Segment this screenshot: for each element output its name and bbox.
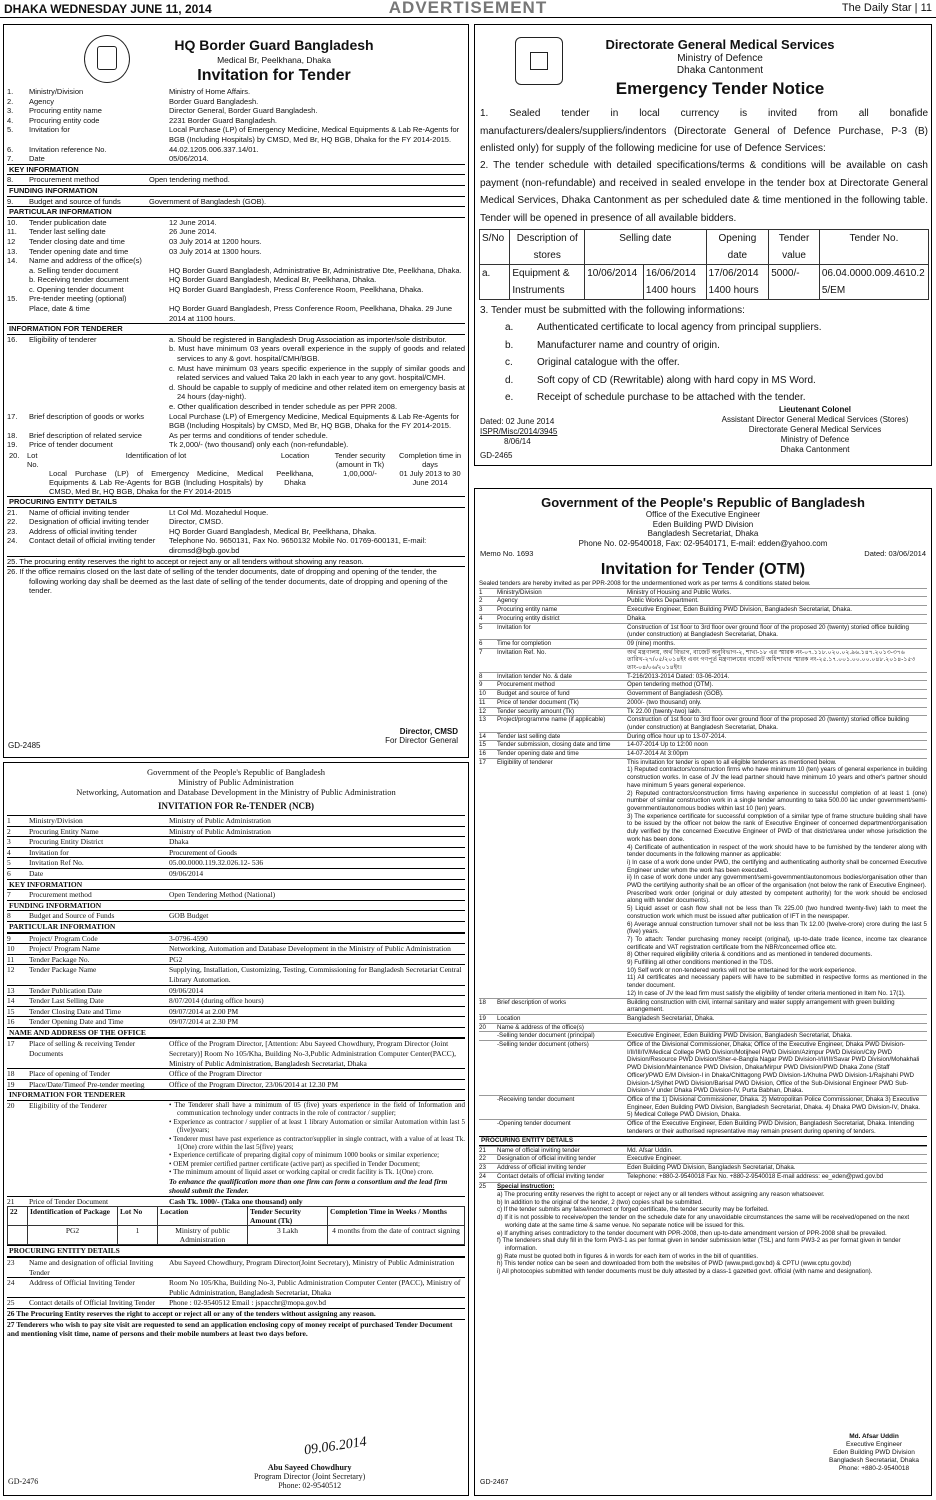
mopa-row: 1 Ministry/Division Ministry of Public Administration	[7, 815, 465, 826]
mopa-h1: Government of the People's Republic of Bangladesh	[146, 767, 326, 777]
mopa-row: 19 Place/Date/Timeof Pre-tender meeting Office of the Program Director, 23/06/2014 at 12.30 PM	[7, 1079, 465, 1090]
bgb-row: 3. Procuring entity name Director General, Border Guard Bangladesh.	[7, 106, 318, 116]
mopa-row: 15 Tender Closing Date and Time 09/07/2014 at 2.00 PM	[7, 1006, 465, 1017]
pwd-eligibility-item: 3) The experience certificate for successful completion of a similar type of frame structure building shall have to be issued by the officer not below the rank of Executive Engineer of concerned department/organisation duly verified by the concerned Executive Engineer of PWD of that district/area under whose jurisdiction the work has been done.	[627, 812, 927, 843]
pwd-row: -Receiving tender document Office of the 1) Divisional Commissioner, Dhaka. 2) Metropolitan Police Commissioner, Dhaka 3) Executive Engineer, Eden Building PWD Division, Bangladesh Secretariat, Dhaka. 4) Dhaka PWD Division-IV, Dhaka. 5) Medical College PWD Division, Dhaka.	[479, 1095, 927, 1119]
dgms-tender-table: S/No Description of stores Selling date Opening date Tender value Tender No. a. Equipment & Instruments 10/06/2014 16/06/2014 1400 hours 17/06/2014 1400 hours 5000/- 06.04.0000.009.4610.2 5/EM	[479, 229, 929, 300]
pwd-row: 3 Procuring entity name Executive Engineer, Eden Building PWD Division, Bangladesh Secretariat, Dhaka.	[479, 605, 927, 614]
bgb-row-8: 8. Procurement method Open tendering method.	[7, 175, 230, 185]
pwd-tender-ad	[474, 488, 932, 1496]
mopa-row: 18 Place of opening of Tender Office of the Program Director	[7, 1068, 465, 1079]
mopa-row: 17 Place of selling & receiving Tender Documents Office of the Program Director, [Attention: Abu Sayeed Chowdhury, Program Director (Joint Secretary)] Room No 105/Kha, Building No-3,Public Administration Computer Center(PACC), Ministry of Public Administration, Bangladesh Secretariat, Dhaka	[7, 1038, 465, 1068]
page-section-title: ADVERTISEMENT	[388, 0, 548, 17]
bgb-row: 2. Agency Border Guard Bangladesh.	[7, 96, 259, 106]
pwd-row: 14 Tender last selling date During office hour up to 13-07-2014.	[479, 732, 927, 741]
bgb-body	[7, 87, 465, 596]
mopa-name-heading: NAME AND ADDRESS OF THE OFFICE	[7, 1027, 465, 1039]
pwd-eligibility-item: 6) Average annual construction turnover shall not be less than Tk 12.00 (twelve-crore) crore during the last 5 (five) years.	[627, 920, 927, 936]
pwd-special-heading: Special instruction:	[497, 1183, 555, 1191]
bgb-row: 23. Address of official inviting tender HQ Border Guard Bangladesh, Medical Br, Peelkhana, Dhaka.	[7, 526, 377, 536]
pwd-memo-no: Memo No. 1693	[480, 549, 534, 558]
bgb-row: a. Selling tender document HQ Border Guard Bangladesh, Administrative Br, Administrative Dte, Peelkhana, Dhaka.	[29, 265, 462, 275]
mopa-row: 14 Tender Last Selling Date 8/07/2014 (during office hours)	[7, 995, 465, 1006]
mopa-row: 3 Procuring Entity District Dhaka	[7, 836, 465, 847]
pwd-row: 18 Brief description of works Building construction with civil, internal sanitary and water supply arrangement with green building arrangement.	[479, 998, 927, 1014]
bgb-title: HQ Border Guard Bangladesh	[174, 37, 374, 53]
bgb-row: 14. Name and address of the office(s)	[7, 256, 142, 266]
pwd-row: 8 Invitation tender No. & date T-216/2013-2014 Dated: 03-06-2014.	[479, 672, 927, 681]
pwd-eligibility-item: This invitation for tender is open to all eligible tenderers as mentioned below.	[627, 758, 837, 766]
bgb-row: 24. Contact detail of official inviting tender Telephone No. 9650131, Fax No. 9650132 Mobile No. 01769-600131, E-mail: dircmsd@bgb.gov.bd	[7, 536, 427, 555]
mopa-eligibility-item: • OEM premier certified partner certificate (active part) as specified in Tender Document;	[169, 1159, 420, 1168]
pwd-eligibility-item: 5) Liquid asset or cash flow shall not be less than Tk 225.00 (two hundred twenty-five) lakh to meet the construction work which must be issued after publication of IFT in the newspaper.	[627, 905, 927, 920]
pwd-body	[475, 580, 931, 1276]
mopa-part-heading: PARTICULAR INFORMATION	[7, 921, 465, 933]
pwd-eligibility-item: 9) Fulfilling all other conditions mentioned in the TDS.	[627, 959, 774, 967]
mopa-key-heading: KEY INFORMATION	[7, 879, 465, 891]
mopa-proc-heading: PROCURING ENTITY DETAILS	[7, 1245, 465, 1257]
pwd-special-item: e) If anything arises contradictory to the tender document with PPR-2008, then up-to-date amendment version of PPR-2008 shall be prevailed.	[497, 1229, 887, 1237]
bgb-row: 12 Tender closing date and time 03 July 2014 at 1200 hours.	[7, 236, 262, 246]
pwd-row: 7 Invitation Ref. No. অর্থ মন্ত্রণালয়, অর্থ বিভাগ, বাজেট অনুবিভাগ-২, শাখা-১৮ এর স্মারক নং-০৭.১১৮.০২০.০২.৯৬.১৪৭.২০১৩-৩৭৬ তারিখ-২৭/০৫/২০১৪ইং এবং গণপূর্ত মন্ত্রণালয়ের বাজেট অধিশাখার স্মারক নং-২৫.১৭.০০১.০০.০০.০৪৮.২০১৪-১৫৩ তাং-০৪/০৬/২০১৪ইং।	[479, 648, 927, 672]
bgb-key-info-heading: KEY INFORMATION	[7, 164, 465, 176]
pwd-signature	[829, 1433, 919, 1473]
pwd-signature-line: Executive Engineer	[846, 1441, 903, 1448]
mopa-signature-date: 09.06.2014	[303, 1434, 368, 1459]
pwd-eligibility-item: 7) To attach: Tender purchasing money receipt (original), up-to-date trade licence, income tax clearance certificate and VAT registration certificate from the NBR/concerned office etc.	[627, 935, 927, 951]
bgb-row: 15. Pre-tender meeting (optional)	[7, 294, 127, 304]
bgb-row: 22. Designation of official inviting tender Director, CMSD.	[7, 517, 224, 527]
bgb-row: b. Receiving tender document HQ Border Guard Bangladesh, Medical Br, Peelkhana, Dhaka.	[29, 275, 377, 285]
mopa-row: 9 Project/ Program Code 3-0796-4590	[7, 933, 465, 944]
bgb-row: 4. Procuring entity code 2231 Border Guard Bangladesh.	[7, 115, 277, 125]
bgb-row: 19. Price of tender document Tk 2,000/- (two thousand) only each (non-refundable).	[7, 440, 349, 450]
dgms-sub1: Ministry of Defence	[677, 53, 763, 64]
bgb-row: 18. Brief description of related service As per terms and conditions of tender schedule.	[7, 430, 328, 440]
pwd-signature-line: Eden Building PWD Division	[833, 1449, 915, 1456]
page-masthead: The Daily Star | 11	[841, 2, 932, 14]
mopa-clause-26: 26 The Procuring Entity reserves the right to accept or reject all or any of the tenders without assigning any reason.	[7, 1308, 465, 1319]
mopa-row: 4 Invitation for Procurement of Goods	[7, 847, 465, 858]
bgb-row: 7. Date 05/06/2014.	[7, 154, 209, 164]
pwd-row: 16 Tender opening date and time 14-07-2014 At 3:00pm	[479, 749, 927, 758]
pwd-row: -Opening tender document Office of the Executive Engineer, Eden Building PWD Division, Bangladesh Secretariat, Dhaka. Intending tenderers or their authorised representative may remain present during opening of tenders.	[479, 1119, 927, 1135]
dgms-sub2: Dhaka Cantonment	[676, 65, 764, 76]
dgms-para-2: 2. The tender schedule with detailed specifications/terms & conditions will be available on cash payment (non-refundable) and received in sealed envelope in the tender box at Directorate General Medical Services, Dhaka Cantonment as per scheduled date & time mentioned in the following table. Tender will be opened in presence of all available bidders.	[480, 160, 928, 224]
mopa-row-8: 8 Budget and Source of Funds GOB Budget	[7, 911, 209, 921]
mopa-row: 5 Invitation Ref No. 05.00.0000.119.32.026.12- 536	[7, 857, 465, 868]
dgms-para-1: 1. Sealed tender in local currency is invited from all bonafide manufacturers/dealers/suppliers/indentors (Directorate General of Defence Purchase, P-3 (B) enlisted only) for supply of the following medicine for use of Defence Services:	[480, 108, 928, 154]
pwd-row: 12 Tender security amount (Tk) Tk 22.00 (twenty-two) lakh.	[479, 707, 927, 716]
dgms-requirement: c. Original catalogue with the offer.	[505, 357, 680, 368]
pwd-gd-number: GD-2467	[480, 1479, 509, 1486]
pwd-sub1: Office of the Executive Engineer	[645, 510, 761, 519]
pwd-row: 2 Agency Public Works Department.	[479, 596, 927, 605]
mopa-signature: Abu Sayeed Chowdhury Program Director (Joint Secretary) Phone: 02-9540512	[254, 1463, 366, 1490]
dgms-signature-line: Ministry of Defence	[780, 435, 850, 444]
mopa-h2: Ministry of Public Administration	[178, 777, 294, 787]
dgms-requirement: b. Manufacturer name and country of origin.	[505, 339, 720, 351]
pwd-row: 10 Budget and source of fund Government of Bangladesh (GOB).	[479, 689, 927, 698]
dgms-signature-line: Lieutenant Colonel	[779, 405, 851, 414]
mopa-eligibility-item: • Experience as contractor / supplier of at least 1 library Automation or similar Automation within last 5 (five)years;	[169, 1117, 465, 1135]
pwd-row: 22 Designation of official inviting tender Executive Engineer.	[479, 1154, 927, 1163]
pwd-row: 19 Location Bangladesh Secretariat, Dhaka.	[479, 1014, 927, 1023]
mopa-row: 25 Contact details of Official Inviting Tender Phone : 02-9540512 Email : jspacchr@mopa.gov.bd	[7, 1297, 465, 1308]
mopa-row: 12 Tender Package Name Supplying, Installation, Customizing, Testing, Commissioning for Bangladesh Secretariat Central Library Automation.	[7, 964, 465, 984]
bgb-eligibility-item: b. Must have minimum 03 years overall experience in the supply of goods and related services to any & govt. hospital/CMH/BGB.	[169, 344, 465, 364]
mopa-heading: INVITATION FOR Re-TENDER (NCB)	[158, 801, 314, 811]
bgb-row: 5. Invitation for Local Purchase (LP) of Emergency Medicine, Medical Equipments & Lab Re-Agents for BGB (Including Hospitals) by CMSD, Med Br, HQ BGB, Dhaka for the FY 2014-2015.	[7, 125, 460, 144]
pwd-row: 20 Name & address of the office(s)	[479, 1023, 927, 1032]
pwd-row: 21 Name of official inviting tender Md. Afsar Uddin.	[479, 1146, 927, 1155]
bgb-row: 11. Tender last selling date 26 June 2014.	[7, 227, 217, 237]
bgb-subtitle: Medical Br, Peelkhana, Dhaka	[217, 55, 331, 65]
pwd-row: 11 Price of tender document (Tk) 2000/- (two thousand) only.	[479, 698, 927, 707]
dgms-signature-line: Assistant Director General Medical Services (Stores)	[721, 415, 909, 424]
pwd-row: 9 Procurement method Open tendering method (OTM).	[479, 680, 927, 689]
dgms-heading: Emergency Tender Notice	[615, 79, 825, 98]
bgb-particular-heading: PARTICULAR INFORMATION	[7, 206, 465, 218]
bgb-row: c. Opening tender document HQ Border Guard Bangladesh, Press Conference Room, Peelkhana, Dhaka.	[29, 284, 424, 294]
bgb-row: 21. Name of official inviting tender Lt Col Md. Mozahedul Hoque.	[7, 507, 269, 517]
pwd-eligibility-item: 12) In case of JV the lead firm must satisfy the eligibility of tender criteria mentioned in Item No. 17(1).	[627, 989, 906, 997]
mopa-gd-number: GD-2476	[8, 1477, 39, 1486]
mopa-row: 6 Date 09/06/2014	[7, 868, 465, 879]
mopa-row: 2 Procuring Entity Name Ministry of Public Administration	[7, 826, 465, 837]
mopa-row: 16 Tender Opening Date and Time 09/07/2014 at 2.30 PM	[7, 1016, 465, 1027]
bgb-heading: Invitation for Tender	[197, 67, 351, 84]
pwd-special-item: d) If it is not possible to receive/open the tender on the schedule date for any unavoidable circumstances the same will be received/opened on the next working date at the same time & same venue. No separate notice will be issued for this.	[497, 1214, 910, 1229]
pwd-sub3: Bangladesh Secretariat, Dhaka	[647, 529, 759, 538]
mopa-eligibility-item: • The Tenderer shall have a minimum of 05 (five) years experience in the field of Information and communication technology under contracts in the role of contractor / supplier;	[169, 1101, 465, 1118]
pwd-special-item: f) The tenderers shall duly fill in the form PW3-1 as per format given in tender submission letter (TSL) and form PW3-2 as per format given in tender information.	[497, 1237, 901, 1252]
dgms-requirement: a. Authenticated certificate to local agency from principal suppliers.	[505, 322, 822, 333]
dgms-title: Directorate General Medical Services	[605, 37, 835, 52]
pwd-eligibility-item: 10) Self work or non-tendered works will not be entertained for the work experience.	[627, 966, 857, 974]
pwd-row-17: 17 Eligibility of tenderer This invitation for tender is open to all eligible tenderers as mentioned below. 1) Reputed contractors/construction firms who have minimum 10 (ten) years of general experience in building construction works. In case of JV the lead partner should have minimum 10 years and other's partner should have minimum 5 years general experience. 2) Reputed contractors/construction firms having experience in successful completion of at least 1 (one) number of similar construction work in a single tender amounting to taka 500.00 lac under government/semi-government/autonomous bodies within last 10 (ten) years. 3) The experience certificate for successful completion of a similar type of frame structure building shall have to be issued by the officer not below the rank of Executive Engineer of concerned department/organisation duly verified by the concerned Executive Engineer of PWD of that district/area under whose jurisdiction the work has been done. 4) Certificate of authentication in respect of the work should have to be furnished by the tenderer along with tender documents in the following manner as applicable: i) In case of a work done under PWD, the certifying and authenticating authority shall be concerned Executive Engineer under whom the work has been executed. ii) In case of work done under any government/semi-government/autonomous bodies/organisation other than PWD the certifying authority shall be an officer of the organisation (not below the rank of Executive Engineer). Prescribed work order (original or duly attested by competent authority) for the work should be enclosed along with tender documents). 5) Liquid asset or cash flow shall not be less than Tk 225.00 (two hundred twenty-five) lakh to meet the construction work which must be issued after publication of IFT in the newspaper. 6) Average annual construction turnover shall not be less than Tk 12.00 (twelve-crore) crore during the last 5 (five) years. 7) To attach: Tender purchasing money receipt (original), up-to-date trade licence, income tax clearance certificate and VAT registration certificate from the NBR/concerned office etc. 8) Other required eligibility criteria & conditions and as mentioned in tendered documents. 9) Fulfilling all other conditions mentioned in the TDS. 10) Self work or non-tendered works will not be entertained for the work experience. 11) All certificates and necessary papers will have to be submitted in respective forms as mentioned in the tender document. 12) In case of JV the lead firm must satisfy the eligibility of tender criteria mentioned in Item No. 17(1).	[479, 758, 927, 997]
pwd-eligibility-item: 8) Other required eligibility criteria & conditions and as mentioned in tendered documents.	[627, 951, 873, 959]
pwd-row: -Selling tender document (others) Office of the Divisional Commissioner, Dhaka; Office of the Executive Engineer, Dhaka PWD Division-I/II/III/IV/Medical College PWD Division/Motijheel PWD Division/Azimpur PWD Division/City PWD Division/Resource PWD Division/Sher-e-Bangla Nagar PWD Division-I/II/III/Savar PWD Division/Mohakhali PWD Division/Maintenance PWD Division, Dhaka/Mirpur PWD Division/PWD Dhaka Zone (Staff Officer)/PWD E/M Division-I in Dhaka/Chittagong PWD Division-1/Khulna PWD Division-1/Rajshahi PWD Division-1/Sylhet PWD Division/Barisal PWD Division, Office of the Sub-Divisional Engineer PWD Sub-Division-V under Dhaka PWD Division-IV, Purta Babhan, Dhaka.	[479, 1040, 927, 1095]
bgb-signature: Director, CMSD For Director General	[385, 727, 458, 745]
pwd-row-25: 25 Special instruction: a) The procuring entity reserves the right to accept or reject any or all tenders without assigning any reason whatsoever. b) In addition to the original of the tender, 2 (two) copies shall be submitted. c) If the tender submits any false/incorrect or forged certificate, the tender security may be forfeited. d) If it is not possible to receive/open the tender on the schedule date for any unavoidable circumstances the same will be received/opened on the next working date at the same time & same venue. No separate notice will be issued for this. e) If anything arises contradictory to the tender document with PPR-2008, then up-to-date amendment version of PPR-2008 shall be prevailed. f) The tenderers shall duly fill in the form PW3-1 as per format given in tender submission letter (TSL) and form PW3-2 as per format given in tender information. g) Rate must be quoted both in figures & in words for each item of works in the bill of quantities. h) This tender notice can be seen and downloaded from both the websites of PWD (www.pwd.gov.bd) & CPTU (www.cptu.gov.bd) i) All photocopies submitted with tender documents must be duly attested by a class-1 gazetted govt. official (with name and designation).	[479, 1182, 927, 1275]
pwd-row: 13 Project/programme name (if applicable) Construction of 1st floor to 3rd floor over ground floor of the proposed 20 (twenty) storied office building (under construction) at Bangladesh Secretariat, Dhaka.	[479, 715, 927, 731]
bgb-funding-heading: FUNDING INFORMATION	[7, 185, 465, 197]
bgb-row: 6. Invitation reference No. 44.02.1205.006.337.14/01.	[7, 144, 259, 154]
pwd-row: 15 Tender submission, closing date and time 14-07-2014 Up to 12:00 noon	[479, 740, 927, 749]
mopa-h3: Networking, Automation and Database Development in the Ministry of Public Administration	[76, 787, 396, 797]
pwd-special-item: g) Rate must be quoted both in figures & in words for each item of works in the bill of quantities.	[497, 1252, 759, 1260]
dgms-requirements-list	[505, 319, 822, 407]
pwd-row: 6 Time for completion 09 (nine) months.	[479, 639, 927, 648]
pwd-special-item: h) This tender notice can be seen and downloaded from both the websites of PWD (www.pwd.gov.bd) & CPTU (www.cptu.gov.bd)	[497, 1260, 852, 1268]
mopa-clause-27: 27 Tenderers who wish to pay site visit are requested to send an application enclosing copy of money receipt of purchased Tender Document and mentioning visit time, name of persons and their mobile numbers at least two days before.	[7, 1319, 465, 1339]
mopa-row: 23 Name and designation of official Inviting Tender Abu Sayeed Chowdhury, Program Director(Joint Secretary), Ministry of Public Administration	[7, 1257, 465, 1277]
bgb-eligibility-item: c. Must have minimum 03 years specific experience in the supply of similar goods and related services and valued Taka 20 lakh in each year to any govt. hospital/CMH.	[169, 363, 465, 383]
mopa-eligibility-item: • Tenderer must have past experience as contractor/supplier in single contract, with a value of at least Tk. 1(One) crore within the last 5(five) years;	[169, 1134, 465, 1152]
mopa-consortium: To enhance the qualification more than one firm can form a consortium and the lead firm should submit the Tender.	[169, 1176, 448, 1196]
bgb-tender-ad	[3, 24, 469, 758]
mopa-row: 13 Tender Publication Date 09/06/2014	[7, 985, 465, 996]
bgb-clause-26: 26. If the office remains closed on the last date of selling of the tender documents, date of dropping and opening of the tender, the following working day shall be deemed as the last date of selling of the tender documents, date of dropping and opening of the tender.	[7, 566, 465, 596]
pwd-sub4: Phone No. 02-9540018, Fax: 02-9540171, E-mail: edden@yahoo.com	[578, 538, 828, 548]
pwd-eligibility-item: 2) Reputed contractors/construction firms having experience in successful completion of at least 1 (one) number of similar construction work in a single tender amounting to taka 500.00 lac under government/semi-government/autonomous bodies within last 10 (ten) years.	[627, 789, 927, 812]
pwd-special-item: a) The procuring entity reserves the right to accept or reject any or all tenders without assigning any reason whatsoever.	[497, 1191, 825, 1199]
mopa-fund-heading: FUNDING INFORMATION	[7, 900, 465, 912]
dgms-signature-line: Dhaka Cantonment	[780, 445, 850, 454]
pwd-special-item: i) All photocopies submitted with tender documents must be duly attested by a class-1 gazetted govt. official (with name and designation).	[497, 1268, 873, 1276]
pwd-row: 23 Address of official inviting tender Eden Building PWD Division, Bangladesh Secretariat, Dhaka.	[479, 1163, 927, 1172]
pwd-title: Government of the People's Republic of Bangladesh	[541, 495, 865, 510]
pwd-eligibility-item: 11) All certificates and necessary papers will have to be submitted in respective forms as mentioned in the tender document.	[627, 974, 927, 990]
pwd-special-item: b) In addition to the original of the tender, 2 (two) copies shall be submitted.	[497, 1198, 704, 1206]
bgb-gd-number: GD-2485	[8, 741, 41, 750]
page-header	[0, 0, 936, 18]
dgms-signature	[705, 405, 925, 455]
bgb-row: 13. Tender opening date and time 03 July 2014 at 1300 hours.	[7, 246, 262, 256]
bgb-eligibility-item: e. Other qualification described in tender schedule as per PPR 2008.	[169, 402, 398, 411]
dgms-tender-ad	[474, 24, 932, 466]
pwd-eligibility-item: Prescribed work order (original or duly attested by competent authority) for the work should be enclosed along with tender documents).	[627, 889, 927, 905]
pwd-eligibility-item: i) In case of a work done under PWD, the certifying and authenticating authority shall be concerned Executive Engineer under whom the work has been executed.	[627, 858, 927, 874]
pwd-row: -Selling tender document (principal) Executive Engineer, Eden Building PWD Division, Bangladesh Secretariat, Dhaka.	[479, 1031, 927, 1040]
pwd-signature-line: Phone: +880-2-9540018	[838, 1465, 910, 1472]
page-dateline: DHAKA WEDNESDAY JUNE 11, 2014	[4, 2, 212, 16]
pwd-row: 5 Invitation for Construction of 1st floor to 3rd floor over ground floor of the proposed 20 (twenty) storied office building (under construction) at Bangladesh Secretariat, Dhaka.	[479, 623, 927, 639]
bgb-row-16: 16. Eligibility of tenderer a. Should be registered in Bangladesh Drug Association as importer/sole distributor. b. Must have minimum 03 years overall experience in the supply of goods and related services to any & govt. hospital/CMH/BGB. c. Must have minimum 03 years specific experience in the supply of similar goods and related services and valued Taka 20 lakh in each year to any govt. hospital/CMH. d. Should be capable to supply of medicine and other related item on emergency basis at 24 hours (day-night). e. Other qualification described in tender schedule as per PPR 2008.	[7, 334, 465, 411]
pwd-intro: Sealed tenders are hereby invited as per PPR-2008 for the undermentioned work as per terms & conditions stated below.	[479, 580, 811, 587]
pwd-memo-row	[480, 549, 926, 559]
bgb-info-heading: INFORMATION FOR TENDERER	[7, 323, 465, 335]
pwd-row: 24 Contact details of official inviting tender Telephone: +880-2-9540018 Fax No. +880-2-9540018 E-mail address: ee_eden@pwd.gov.bd	[479, 1172, 927, 1181]
bgb-row: 17. Brief description of goods or works Local Purchase (LP) of Emergency Medicine, Medical Equipments & Lab Re-Agents for BGB (Including Hospitals) by CMSD, Med Br, HQ BGB, Dhaka for the FY 2014-2015.	[7, 411, 460, 431]
bgb-eligibility-item: a. Should be registered in Bangladesh Drug Association as importer/sole distributor.	[169, 334, 447, 344]
pwd-eligibility-item: 1) Reputed contractors/construction firms who have minimum 10 (ten) years of general experience in building construction works. In case of JV the lead partner should have minimum 10 years and other's partner should have minimum 5 years general experience.	[627, 766, 927, 789]
mopa-package-table: 22 Identification of Package Lot No Location Tender Security Amount (Tk) Completion Time in Weeks / Months PG2 1 Ministry of public Administration 3 Lakh 4 months from the date of contract signing	[7, 1206, 465, 1245]
dgms-para-3: 3. Tender must be submitted with the following informations:	[480, 305, 745, 316]
bgb-row: 10. Tender publication date 12 June 2014.	[7, 217, 217, 227]
pwd-sub2: Eden Building PWD Division	[652, 519, 754, 529]
mopa-row-21: 21 Price of Tender Document Cash Tk. 1000/- (Taka one thousand) only	[7, 1196, 465, 1207]
bgb-lot-table: 20. Lot No. Identification of lot Location Tender security (amount in Tk) Completion time in days Local Purchase (LP) of Emergency Medicine, Medical Equipments & Lab Re-Agents for BGB (Including Hospitals) by CMSD, Med Br, HQ BGB, Dhaka for the FY 2014-2015 Peelkhana, Dhaka 1,00,000/- 01 July 2013 to 30 June 2014	[9, 450, 462, 496]
bgb-proc-heading: PROCURING ENTITY DETAILS	[7, 496, 465, 508]
pwd-special-item: c) If the tender submits any false/incorrect or forged certificate, the tender security may be forfeited.	[497, 1206, 769, 1214]
dgms-requirement: e. Receipt of schedule purchase to be attached with the tender.	[505, 392, 806, 403]
pwd-proc-heading: PROCURING ENTITY DETAILS	[479, 1136, 927, 1146]
pwd-memo-date: Dated: 03/06/2014	[864, 549, 926, 558]
mopa-row-7: 7 Procurement method Open Tendering Method (National)	[7, 890, 276, 900]
bgb-eligibility-item: d. Should be capable to supply of medicine and other related item on emergency basis at 24 hours (day-night).	[169, 382, 465, 402]
mopa-eligibility-item: • Experience certificate of preparing digital copy of minimum 1000 books or similar experience;	[169, 1151, 440, 1160]
mopa-row: 10 Project/ Program Name Networking, Automation and Database Development in the Ministry of Public Administration	[7, 943, 465, 954]
mopa-row-20: 20 Eligibility of the Tenderer • The Tenderer shall have a minimum of 05 (five) years experience in the field of Information and communication technology under contracts in the role of contractor / supplier; • Experience as contractor / supplier of at least 1 library Automation or similar Automation within last 5 (five)years; • Tenderer must have past experience as contractor/supplier in single contract, with a value of at least Tk. 1(One) crore within the last 5(five) years; • Experience certificate of preparing digital copy of minimum 1000 books or similar experience; • OEM premier certified partner certificate (active part) as specified in Tender Document; • The minimum amount of liquid asset or working capital or credit facility is Tk. 1(One) crore.	[7, 1101, 465, 1177]
mopa-info-heading: INFORMATION FOR TENDERER	[7, 1089, 465, 1101]
bgb-clause-25: 25. The procuring entity reserves the right to accept or reject any or all tenders without showing any reason.	[7, 556, 465, 567]
dgms-reference: Dated: 02 June 2014 ISPR/Misc/2014/3945 8/06/14	[480, 417, 558, 446]
dgms-requirement: d. Soft copy of CD (Rewritable) along with hard copy in MS Word.	[505, 374, 816, 386]
pwd-eligibility-item: 4) Certificate of authentication in respect of the work should have to be furnished by the tenderer along with tender documents in the following manner as applicable:	[627, 843, 927, 859]
bgb-row: 1. Ministry/Division Ministry of Home Affairs.	[7, 87, 251, 96]
pwd-row: 1 Ministry/Division Ministry of Housing and Public Works.	[479, 588, 927, 597]
pwd-signature-line: Bangladesh Secretariat, Dhaka	[829, 1457, 919, 1464]
mopa-body	[4, 815, 468, 1339]
mopa-eligibility-item: • The minimum amount of liquid asset or working capital or credit facility is Tk. 1(One) crore.	[169, 1168, 434, 1177]
pwd-eligibility-item: ii) In case of work done under any government/semi-government/autonomous bodies/organisation other than PWD the certifying authority shall be an officer of the organisation (not below the rank of Executive Engineer).	[627, 874, 927, 890]
pwd-row: 4 Procuring entity district Dhaka.	[479, 614, 927, 623]
pwd-heading: Invitation for Tender (OTM)	[600, 561, 806, 578]
dgms-gd-number: GD-2465	[480, 451, 513, 460]
bgb-row-9: 9. Budget and source of funds Government of Bangladesh (GOB).	[7, 196, 267, 206]
pwd-signature-line: Md. Afsar Uddin	[849, 1433, 899, 1440]
mopa-tender-ad	[3, 762, 469, 1496]
bgb-row: Place, date & time HQ Border Guard Bangladesh, Press Conference Room, Peelkhana, Dhaka. 29 June 2014 at 1100 hours.	[29, 304, 453, 323]
dgms-signature-line: Directorate General Medical Services	[748, 425, 882, 434]
mopa-row: 11 Tender Package No. PG2	[7, 954, 465, 965]
mopa-row: 24 Address of Official Inviting Tender Room No 105/Kha, Building No-3, Public Administration Computer Center (PACC), Ministry of Public Administration, Bangladesh Secretariat, Dhaka	[7, 1277, 465, 1297]
